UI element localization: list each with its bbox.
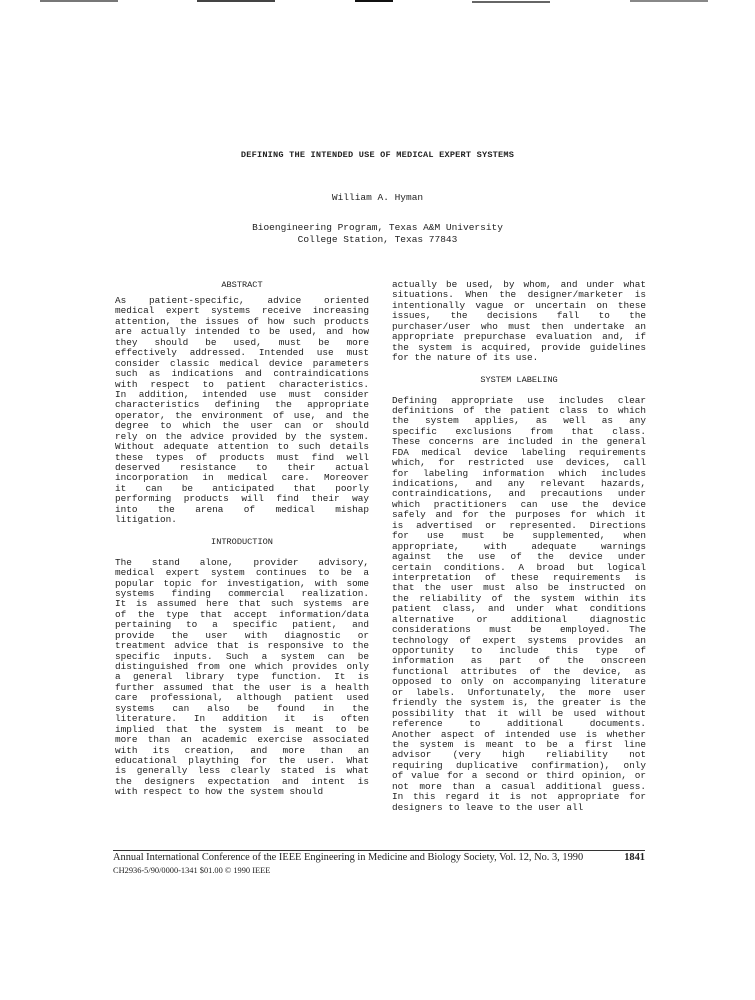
text-line: actually be used, by whom, and under what bbox=[392, 280, 646, 290]
text-line: safely and for the purposes for which it bbox=[392, 510, 646, 521]
text-line: with respect to how the system should bbox=[115, 787, 324, 798]
text-line: popular topic for investigation, with some bbox=[115, 578, 369, 589]
scan-artifact bbox=[472, 1, 550, 3]
text-line: technology of expert systems provides an bbox=[392, 635, 646, 646]
text-line: incorporation in medical care. Moreover bbox=[115, 473, 369, 484]
text-line: is generally less clearly stated is what bbox=[115, 766, 369, 777]
text-line: pertaining to a specific patient, and bbox=[115, 620, 369, 631]
text-line: requiring duplicative confirmation), only bbox=[392, 760, 646, 771]
text-line: designers to leave to the user all bbox=[392, 802, 584, 813]
text-line: As patient-specific, advice oriented bbox=[115, 296, 369, 306]
text-line: It is assumed here that such systems are bbox=[115, 599, 369, 610]
text-line: for labeling information which includes bbox=[392, 468, 646, 479]
text-line: such as indications and contraindications bbox=[115, 369, 369, 380]
text-line: advisor (very high reliability not bbox=[392, 750, 646, 761]
text-line: the reliability of the system within its bbox=[392, 593, 646, 604]
text-line: more than an academic exercise associated bbox=[115, 735, 369, 746]
text-line: performing products will find their way bbox=[115, 494, 369, 505]
text-line: these types of products must find well bbox=[115, 452, 369, 463]
text-line: the designers expectation and intent is bbox=[115, 776, 369, 787]
text-line: into the arena of medical mishap bbox=[115, 504, 369, 515]
text-line: information as part of the onscreen bbox=[392, 656, 646, 667]
scan-artifact bbox=[40, 0, 118, 2]
text-line: intentionally vague or uncertain on these bbox=[392, 300, 646, 311]
text-line: patient class, and under what conditions bbox=[392, 604, 646, 615]
text-line: opposed to only on accompanying literature bbox=[392, 677, 646, 688]
footer-citation: Annual International Conference of the IEEE Engineering in Medicine and Biology Society, Vol. 12, No. 3, 1990 bbox=[113, 852, 584, 863]
text-line: litigation. bbox=[115, 515, 177, 526]
text-line: against the use of the device under bbox=[392, 552, 646, 563]
footer-citation-row bbox=[113, 852, 645, 863]
text-line: situations. When the designer/marketer is bbox=[392, 290, 646, 301]
text-line: rely on the advice provided by the system. bbox=[115, 431, 369, 442]
text-line: it can be anticipated that poorly bbox=[115, 483, 369, 494]
text-line: specific exclusions from that class. bbox=[392, 426, 646, 437]
text-line: consider classic medical device parameters bbox=[115, 358, 369, 369]
system-labeling-heading: SYSTEM LABELING bbox=[480, 374, 558, 385]
text-line: alternative or additional diagnostic bbox=[392, 614, 646, 625]
text-line: of value for a second or third opinion, or bbox=[392, 771, 646, 782]
text-line: which practitioners can use the device bbox=[392, 499, 646, 510]
text-line: the system applies, as well as any bbox=[392, 416, 646, 427]
text-line: certain conditions. A broad but logical bbox=[392, 562, 646, 573]
text-line: possibility that it will be used without bbox=[392, 708, 646, 719]
scan-artifact bbox=[630, 0, 708, 2]
text-line: operator, the environment of use, and the bbox=[115, 410, 369, 421]
text-line: provide the user with diagnostic or bbox=[115, 630, 369, 641]
scan-artifact bbox=[197, 0, 275, 2]
text-line: definitions of the patient class to which bbox=[392, 405, 646, 416]
text-line: educational plaything for the user. What bbox=[115, 755, 369, 766]
text-line: or labels. Unfortunately, the more user bbox=[392, 687, 646, 698]
text-line: reference to additional documents. bbox=[392, 719, 646, 730]
text-line: that the user must also be instructed on bbox=[392, 583, 646, 594]
text-line: the system is acquired, provide guidelines bbox=[392, 342, 646, 353]
abstract-body bbox=[115, 296, 369, 526]
text-line: friendly the system is, the greater is the bbox=[392, 698, 646, 709]
text-line: degree to which the user can or should bbox=[115, 421, 369, 432]
text-line: The stand alone, provider advisory, bbox=[115, 557, 369, 568]
system-labeling-body bbox=[392, 396, 646, 814]
text-line: care professional, although patient used bbox=[115, 693, 369, 704]
text-line: for the nature of its use. bbox=[392, 353, 539, 364]
footer-copyright: CH2936-5/90/0000-1341 $01.00 © 1990 IEEE bbox=[113, 866, 271, 875]
introduction-heading: INTRODUCTION bbox=[211, 536, 273, 547]
text-line: a general library type function. It is bbox=[115, 672, 369, 683]
text-line: the system is meant to be a first line bbox=[392, 739, 646, 750]
text-line: functional attributes of the device, as bbox=[392, 666, 646, 677]
text-line: issues, the decisions fall to the bbox=[392, 311, 646, 322]
text-line: distinguished from one which provides only bbox=[115, 662, 369, 672]
text-line: appropriate prepurchase evaluation and, if bbox=[392, 332, 646, 343]
text-line: for use must be supplemented, when bbox=[392, 531, 646, 542]
left-column bbox=[115, 280, 369, 798]
affiliation-line: Bioengineering Program, Texas A&M University bbox=[252, 222, 503, 233]
author-name: William A. Hyman bbox=[331, 192, 424, 203]
continued-paragraph bbox=[392, 280, 646, 364]
text-line: not more than a casual additional guess. bbox=[392, 781, 646, 792]
text-line: interpretation of these requirements is bbox=[392, 572, 646, 583]
text-line: implied that the system is meant to be bbox=[115, 724, 369, 735]
text-line: deserved resistance to their actual bbox=[115, 463, 369, 473]
text-line: FDA medical device labeling requirements bbox=[392, 447, 646, 458]
affiliation-line: College Station, Texas 77843 bbox=[297, 234, 458, 245]
page-number: 1841 bbox=[624, 852, 645, 863]
text-line: which, for restricted use devices, call bbox=[392, 458, 646, 469]
text-line: they should be used, must be more bbox=[115, 337, 369, 348]
right-column bbox=[392, 280, 646, 813]
text-line: treatment advice that is responsive to the bbox=[115, 641, 369, 652]
text-line: opportunity to include this type of bbox=[392, 646, 646, 656]
abstract-heading: ABSTRACT bbox=[221, 280, 263, 290]
text-line: medical expert systems receive increasing bbox=[115, 306, 369, 317]
footer-divider bbox=[113, 850, 645, 851]
text-line: is advertised or represented. Directions bbox=[392, 520, 646, 531]
scan-artifact bbox=[355, 0, 393, 2]
text-line: These concerns are included in the general bbox=[392, 437, 646, 448]
text-line: In addition, intended use must consider bbox=[115, 389, 369, 400]
text-line: purchaser/user who must then undertake an bbox=[392, 321, 646, 332]
text-line: Without adequate attention to such details bbox=[115, 442, 369, 453]
paper-title: DEFINING THE INTENDED USE OF MEDICAL EXPERT SYSTEMS bbox=[240, 150, 515, 160]
text-line: systems can also be found in the bbox=[115, 703, 369, 714]
text-line: Defining appropriate use includes clear bbox=[392, 395, 646, 406]
text-line: with its creation, and more than an bbox=[115, 745, 369, 756]
text-line: specific inputs. Such a system can be bbox=[115, 651, 369, 662]
text-line: attention, the issues of how such products bbox=[115, 316, 369, 327]
text-line: contraindications, and precautions under bbox=[392, 489, 646, 500]
text-line: appropriate, with adequate warnings bbox=[392, 541, 646, 552]
text-line: characteristics defining the appropriate bbox=[115, 400, 369, 411]
text-line: In this regard it is not appropriate for bbox=[392, 792, 646, 803]
text-line: systems finding commercial realization. bbox=[115, 588, 369, 599]
text-line: indications, and any relevant hazards, bbox=[392, 479, 646, 489]
text-line: further assumed that the user is a health bbox=[115, 682, 369, 693]
text-line: medical expert system continues to be a bbox=[115, 568, 369, 579]
text-line: of the type that accept information/data bbox=[115, 609, 369, 620]
text-line: with respect to patient characteristics. bbox=[115, 379, 369, 390]
text-line: literature. In addition it is often bbox=[115, 714, 369, 725]
text-line: effectively addressed. Intended use must bbox=[115, 348, 369, 359]
text-line: are actually intended to be used, and how bbox=[115, 327, 369, 338]
introduction-body bbox=[115, 558, 369, 798]
text-line: considerations must be employed. The bbox=[392, 625, 646, 636]
affiliation bbox=[0, 222, 755, 246]
text-line: Another aspect of intended use is whether bbox=[392, 729, 646, 740]
